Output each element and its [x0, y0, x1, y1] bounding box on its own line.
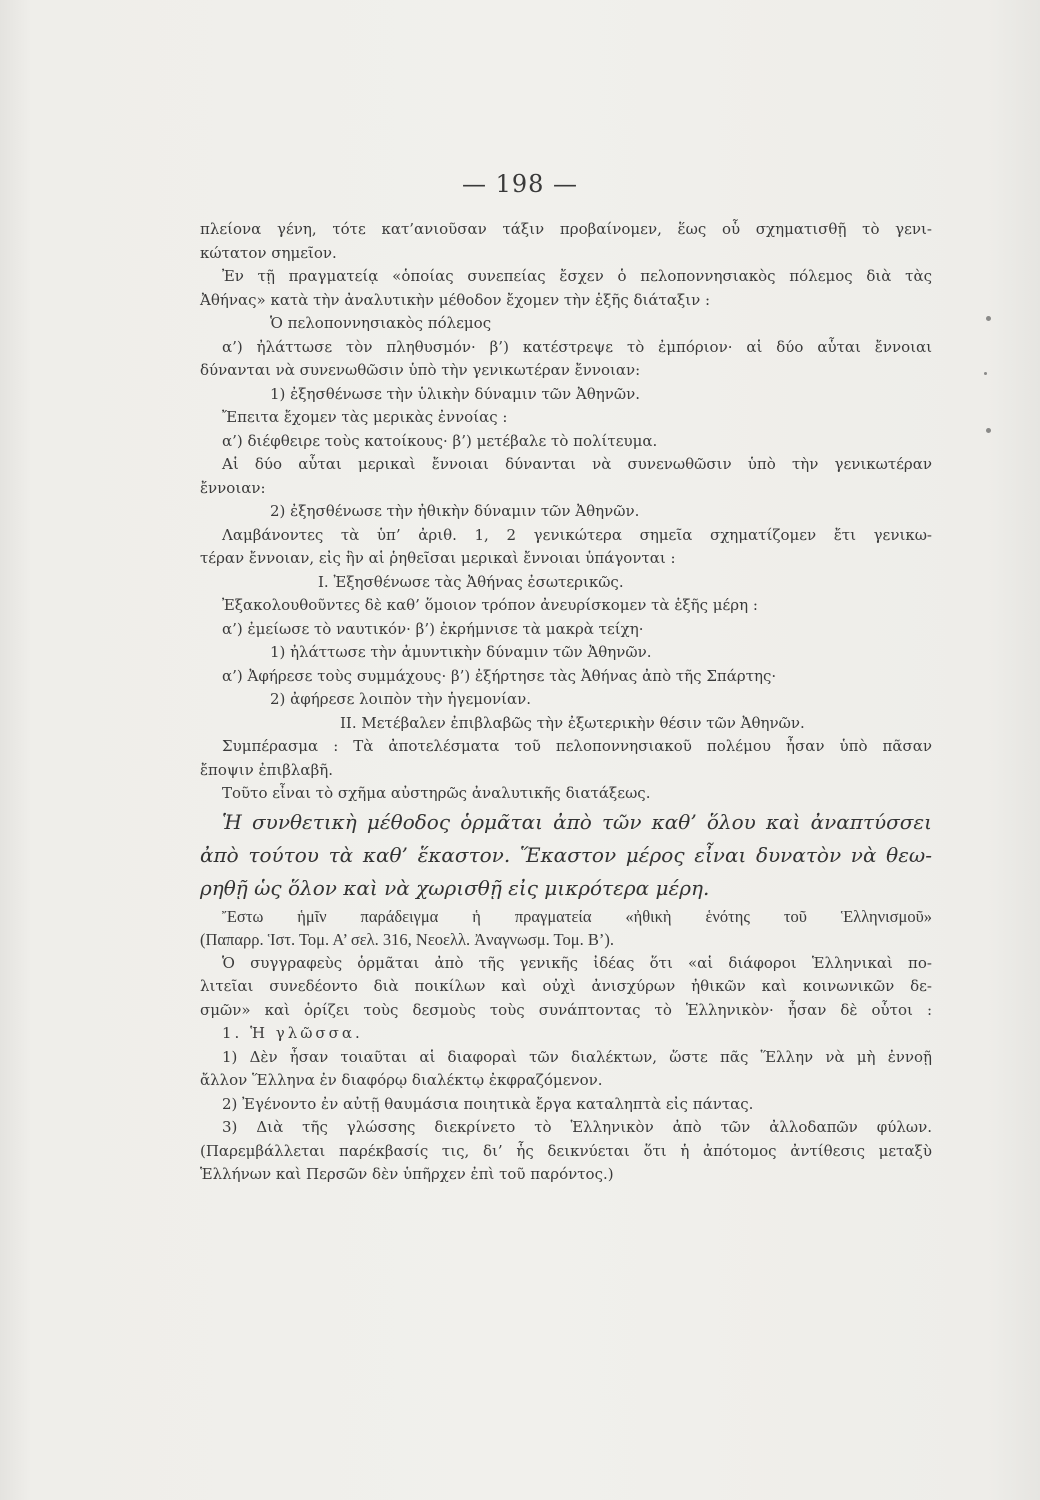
body-text: [200, 218, 932, 1187]
text-line: 1) ἐξησθένωσε τὴν ὑλικὴν δύναμιν τῶν Ἀθηνῶν.: [270, 384, 640, 403]
text-line: Συμπέρασμα : Τὰ ἀποτελέσματα τοῦ πελοποννησιακοῦ πολέμου ἦσαν ὑπὸ πᾶσαν: [222, 737, 932, 755]
text-line: λιτεῖαι συνεδέοντο διὰ ποικίλων καὶ οὐχὶ ἀνισχύρων ἠθικῶν καὶ κοινωνικῶν δε-: [200, 977, 932, 995]
text-line: Ἀθήνας» κατὰ τὴν ἀναλυτικὴν μέθοδον ἔχομεν τὴν ἑξῆς διάταξιν :: [200, 290, 711, 309]
text-line: Ἐξακολουθοῦντες δὲ καθ’ ὅμοιον τρόπον ἀνευρίσκομεν τὰ ἑξῆς μέρη :: [222, 596, 758, 614]
text-line: Ἑλλήνων καὶ Περσῶν δὲν ὑπῆρχεν ἐπὶ τοῦ παρόντος.): [200, 1165, 614, 1183]
text-line: I. Ἐξησθένωσε τὰς Ἀθήνας ἐσωτερικῶς.: [318, 572, 624, 591]
text-line: Ἔπειτα ἔχομεν τὰς μερικὰς ἐννοίας :: [222, 408, 508, 426]
text-line: Τοῦτο εἶναι τὸ σχῆμα αὐστηρῶς ἀναλυτικῆς διατάξεως.: [222, 784, 651, 802]
text-line: (Παρεμβάλλεται παρέκβασίς τις, δι’ ἧς δεικνύεται ὅτι ἡ ἀπότομος ἀντίθεσις μεταξὺ: [200, 1141, 932, 1160]
text-line: 1. Ἡ γλῶσσα.: [222, 1024, 363, 1042]
text-line: α’) ἐμείωσε τὸ ναυτικόν· β’) ἐκρήμνισε τὰ μακρὰ τείχη·: [222, 619, 644, 638]
text-line: II. Μετέβαλεν ἐπιβλαβῶς τὴν ἐξωτερικὴν θέσιν τῶν Ἀθηνῶν.: [340, 713, 805, 732]
text-line: Ὁ πελοποννησιακὸς πόλεμος: [270, 314, 492, 332]
text-line: Ἐν τῇ πραγματείᾳ «ὁποίας συνεπείας ἔσχεν ὁ πελοποννησιακὸς πόλεμος διὰ τὰς: [222, 267, 932, 285]
text-line: α’) διέφθειρε τοὺς κατοίκους· β’) μετέβαλε τὸ πολίτευμα.: [222, 431, 658, 450]
text-line: πλείονα γένη, τότε κατ’ανιοῦσαν τάξιν προβαίνομεν, ἕως οὗ σχηματισθῇ τὸ γενι-: [200, 220, 932, 238]
margin-speck: [986, 316, 991, 321]
text-line: (Παπαρρ. Ἱστ. Τομ. Α’ σελ. 316, Νεοελλ. Ἀναγνωσμ. Τομ. Β’).: [200, 930, 614, 949]
text-line: α’) ἠλάττωσε τὸν πληθυσμόν· β’) κατέστρεψε τὸ ἐμπόριον· αἱ δύο αὗται ἔννοιαι: [222, 337, 932, 356]
text-line: σμῶν» καὶ ὁρίζει τοὺς δεσμοὺς τοὺς συνάπτοντας τὸ Ἑλληνικὸν· ἦσαν δὲ οὗτοι :: [200, 1000, 932, 1019]
text-line: Ὁ συγγραφεὺς ὁρμᾶται ἀπὸ τῆς γενικῆς ἰδέας ὅτι «αἱ διάφοροι Ἑλληνικαὶ πο-: [222, 953, 932, 972]
text-line: 1) ἠλάττωσε τὴν ἀμυντικὴν δύναμιν τῶν Ἀθηνῶν.: [270, 643, 652, 661]
text-line: τέραν ἔννοιαν, εἰς ἣν αἱ ῥηθεῖσαι μερικαὶ ἔννοιαι ὑπάγονται :: [200, 549, 676, 567]
margin-speck: [986, 428, 991, 433]
text-line: 2) ἐξησθένωσε τὴν ἠθικὴν δύναμιν τῶν Ἀθηνῶν.: [270, 502, 640, 520]
text-line: κώτατον σημεῖον.: [200, 243, 337, 262]
text-line: α’) Ἀφήρεσε τοὺς συμμάχους· β’) ἐξήρτησε τὰς Ἀθήνας ἀπὸ τῆς Σπάρτης·: [222, 666, 777, 685]
text-line: Ἡ συνθετικὴ μέθοδος ὁρμᾶται ἀπὸ τῶν καθ’ ὅλου καὶ ἀναπτύσσει: [222, 809, 932, 834]
text-line: 3) Διὰ τῆς γλώσσης διεκρίνετο τὸ Ἑλληνικὸν ἀπὸ τῶν ἀλλοδαπῶν φύλων.: [222, 1118, 932, 1136]
text-line: 2) ἀφήρεσε λοιπὸν τὴν ἡγεμονίαν.: [270, 690, 532, 708]
text-line: ἔννοιαν:: [200, 478, 266, 497]
margin-speck: [984, 372, 987, 375]
page-number: — 198 —: [461, 170, 579, 198]
text-line: ἀπὸ τούτου τὰ καθ’ ἕκαστον. Ἕκαστον μέρος εἶναι δυνατὸν νὰ θεω-: [200, 842, 932, 867]
text-line: Αἱ δύο αὗται μερικαὶ ἔννοιαι δύνανται νὰ συνενωθῶσιν ὑπὸ τὴν γενικωτέραν: [222, 455, 932, 473]
text-line: δύνανται νὰ συνενωθῶσιν ὑπὸ τὴν γενικωτέραν ἔννοιαν:: [200, 361, 641, 379]
text-line: ρηθῇ ὡς ὅλον καὶ νὰ χωρισθῇ εἰς μικρότερα μέρη.: [200, 875, 710, 900]
text-line: ἔποψιν ἐπιβλαβῆ.: [200, 760, 333, 779]
text-line: 1) Δὲν ἦσαν τοιαῦται αἱ διαφοραὶ τῶν διαλέκτων, ὥστε πᾶς Ἕλλην νὰ μὴ ἐννοῇ: [222, 1047, 932, 1066]
text-line: 2) Ἐγένοντο ἐν αὐτῇ θαυμάσια ποιητικὰ ἔργα καταληπτὰ εἰς πάντας.: [222, 1094, 754, 1113]
text-line: Λαμβάνοντες τὰ ὑπ’ ἀριθ. 1, 2 γενικώτερα σημεῖα σχηματίζομεν ἔτι γενικω-: [222, 525, 932, 544]
text-line: Ἔστω ἡμῖν παράδειγμα ἡ πραγματεία «ἠθικὴ ἑνότης τοῦ Ἑλληνισμοῦ»: [222, 906, 932, 926]
text-line: ἄλλον Ἕλληνα ἐν διαφόρῳ διαλέκτῳ ἐκφραζόμενον.: [200, 1071, 603, 1089]
